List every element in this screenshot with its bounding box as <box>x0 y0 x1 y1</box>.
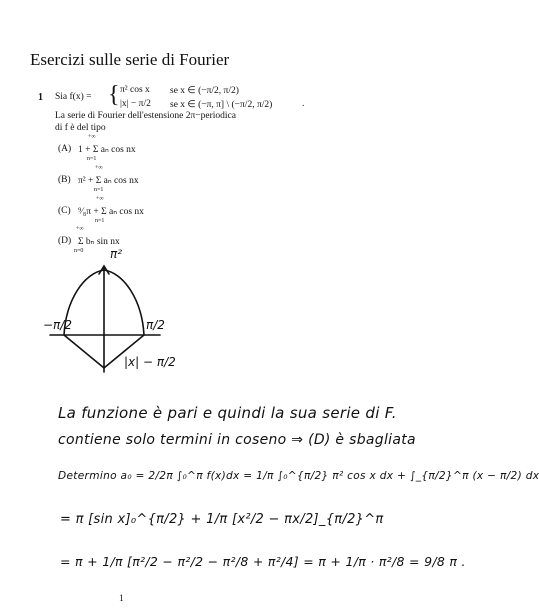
handwriting-line-5: = π + 1/π [π²/2 − π²/2 − π²/8 + π²/4] = π + 1/π · π²/8 = 9/8 π . <box>60 554 466 569</box>
sketch-bottom-label: |x| − π/2 <box>124 355 176 369</box>
problem-line2: La serie di Fourier dell'estensione 2π−periodica <box>55 111 236 121</box>
option-c-label: (C) <box>58 206 71 216</box>
handwriting-line-4: = π [sin x]₀^{π/2} + 1/π [x²/2 − πx/2]_{π/2}^π <box>60 512 384 527</box>
handwriting-line-3: Determino a₀ = 2/2π ∫₀^π f(x)dx = 1/π ∫₀^{π/2} π² cos x dx + ∫_{π/2}^π (x − π/2) dx <box>58 470 539 482</box>
option-c-text: ⁹⁄₈π + Σ aₙ cos nx <box>78 207 144 217</box>
case2-condition: se x ∈ (−π, π] \ (−π/2, π/2) <box>170 100 273 110</box>
case1-expression: π² cos x <box>120 85 150 95</box>
option-b-text: π² + Σ aₙ cos nx <box>78 176 139 186</box>
option-a-label: (A) <box>58 144 72 154</box>
option-a-sum-top: +∞ <box>88 134 96 140</box>
option-d-sum-bottom: n=0 <box>74 248 84 254</box>
piecewise-brace: { <box>108 82 120 108</box>
case2-expression: |x| − π/2 <box>120 99 151 109</box>
option-a-text: 1 + Σ aₙ cos nx <box>78 145 136 155</box>
handwriting-line-2: contiene solo termini in coseno ⇒ (D) è sbagliata <box>58 432 416 448</box>
sketch-top-label: π² <box>110 247 123 261</box>
option-b-label: (B) <box>58 175 71 185</box>
option-d-text: Σ bₙ sin nx <box>78 237 120 247</box>
function-intro: Sia f(x) = <box>55 92 92 102</box>
case1-condition: se x ∈ (−π/2, π/2) <box>170 86 239 96</box>
option-c-sum-top: +∞ <box>96 196 104 202</box>
option-a-sum-bottom: n=1 <box>87 156 97 162</box>
problem-line3: di f è del tipo <box>55 123 106 133</box>
option-c-sum-bottom: n=1 <box>95 218 105 224</box>
option-b-sum-bottom: n=1 <box>94 187 104 193</box>
option-d-label: (D) <box>58 236 72 246</box>
handwriting-line-1: La funzione è pari e quindi la sua serie di F. <box>58 404 397 422</box>
page-number: 1 <box>119 594 124 604</box>
case2-period: . <box>302 99 305 109</box>
option-d-sum-top: +∞ <box>76 226 84 232</box>
problem-number: 1 <box>38 92 43 103</box>
sketch-right-label: π/2 <box>146 318 165 332</box>
sketch-left-label: −π/2 <box>43 318 72 332</box>
page-title: Esercizi sulle serie di Fourier <box>30 50 230 69</box>
option-b-sum-top: +∞ <box>95 165 103 171</box>
